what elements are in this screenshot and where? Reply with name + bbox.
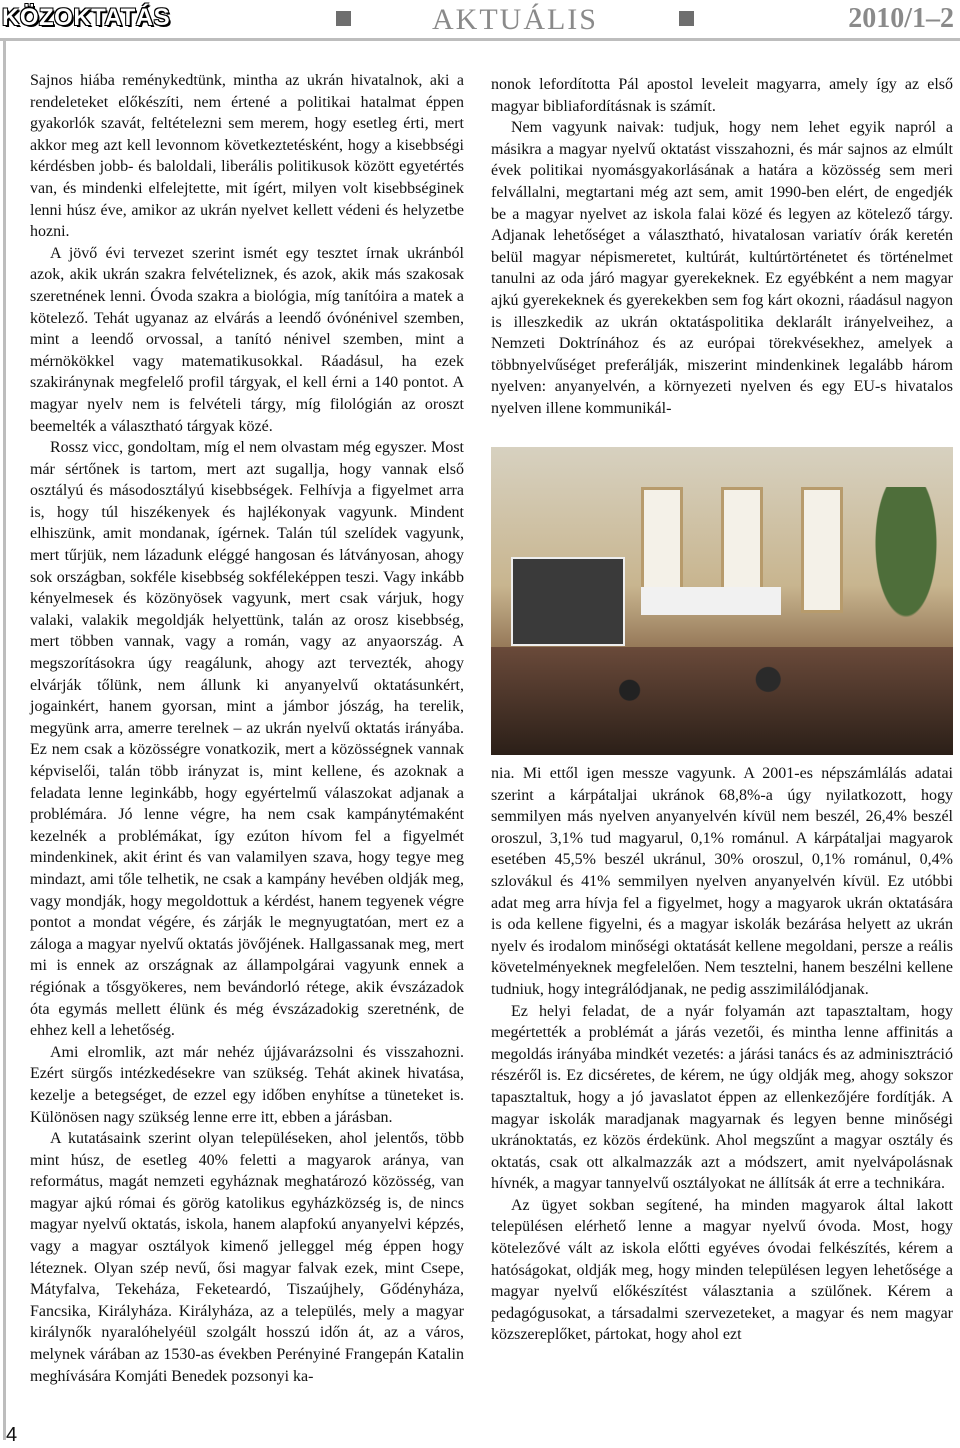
margin-rule xyxy=(3,40,6,1440)
square-bullet-icon xyxy=(336,11,351,26)
conference-photo xyxy=(491,447,953,755)
paragraph: Ami elromlik, azt már nehéz újjávarázsolni és visszahozni. Ezért sürgős intézkedésekre van szükség. Tehát akinek hivatása, kezelje a betegséget, de ezzel egy időben enyhítse a tüneteket is. Különösen nagy szükség lenne erre itt, ebben a járásban. xyxy=(30,1043,464,1126)
paragraph: Ez helyi feladat, de a nyár folyamán azt tapasztaltam, hogy megértették a problémát a járás vezetői, és mintha lenne affinitás a megoldás irányába mindkét vezetés: a járási tanács és az adminisztráció részéről is. Ez dicséretes, de kérem, ne úgy oldják meg, ahogy sokszor tapasztaltuk, hogy a jó javaslatot éppen az ellenkezőjére fordítják. A magyar iskolák maradjanak magyarnak és legyen benne minőségi ukránoktatás, ez közös érdekünk. Ahol megszűnt a magyar osztály és oktatás, csak ott alkalmazzák azt a módszert, amit nyelvápolásnak hívnék, a magyar tannyelvű osztályokat ne állítsák át erre a technikára. xyxy=(491,1002,953,1193)
magazine-title: KÖZOKTATÁS xyxy=(2,4,171,31)
presidium-table xyxy=(641,587,781,615)
plant-shape xyxy=(871,487,941,627)
paragraph: Az ügyet sokban segítené, ha minden magyarok által lakott településen elérhető lenne a magyar nyelvű óvoda. Most, hogy kötelezővé vált az iskola előtti egyéves óvodai felkészítés, kérem a hatóságokat, oldják meg, hogy minden településen legyen lehetősége a magyar nyelvű előkészítést választania a szülőnek. Kérem a pedagógusokat, a társadalmi szervezeteket, a magyar és nem magyar közszereplőket, pártokat, hogy ahol ezt xyxy=(491,1196,953,1344)
section-title: AKTUÁLIS xyxy=(432,3,598,36)
paragraph: A jövő évi tervezet szerint ismét egy tesztet írnak ukránból azok, akik ukrán szakra felvételiznek, és azok, akik más szakosak szeretnének lenni. Óvoda szakra a biológia, míg tanítóira a matek a kötelező. Tehát ugyanaz az elvárás a leendő óvónénivel szemben, mint a leendő orvossal, a tanító nénivel szemben, mint a mérnökökkel vagy matematikusokkal. Ráadásul, ha ezek szakiránynak megfelelő profil tárgyak, el kell érni a 140 pontot. A magyar nyelv nem is felvételi tárgy, míg filológián az oroszt beemelték a választható tárgyak közé. xyxy=(30,244,464,435)
right-column-top xyxy=(491,74,953,420)
square-bullet-icon xyxy=(679,11,694,26)
paragraph: Rossz vicc, gondoltam, míg el nem olvastam még egyszer. Most már sértőnek is tartom, mert azt sugallja, hogy vannak első osztályú és másodosztályú kisebbségek. Felhívja a figyelmet arra is, hogy túl hiszékenyek és hajlékonyak vagyunk. Mindent elhiszünk, amit mondanak, ígérnek. Talán túl szelídek vagyunk, mert tűrjük, nem lázadunk eléggé hangosan és látványosan, ahogy sok országban, sokféle kisebbség sokféleképpen teszi. Vagy inkább kényelmesek és közönyösek vagyunk, mert csak várjuk, hogy valaki, valakik megoldják helyettünk, talán az orosz kisebbség, mert többen vannak, vagy a román, vagy az anyaország. A megszorításokra úgy reagálunk, ahogy azt tervezték, ahogy elvárják tőlünk, nem állunk ki anyanyelvű oktatásunkért, jogainkért, hanem gyorsan, mint a jámbor jószág, ha terelik, megyünk arra, amerre terelnek – az ukrán nyelvű oktatás irányába. Ez nem csak a közösségre vonatkozik, mert a közösségnek vannak képviselői, talán több irányzat is, mint kellene, és azoknak a feladata lenne leginkább, hogy egyértelmű válaszokat adjanak a problémára. Jó lenne végre, ha nem csak kampánytémaként kezelnék a problémákat, így ezúton hívom fel a figyelmét mindenkinek, akit érint és van valamilyen szava, hogy tegye meg mindazt, ami tőle telhetik, ne csak a kampány hevében oldják meg, vagy mondják, hogy megoldottuk a kérdést, hanem tegyenek végre pontot a mondat végére, és zárják le megnyugtatóan, mert ez a záloga a magyar nyelvű oktatás jövőjének. Hallgassanak meg, mert mi is ennek az országnak az állampolgárai vagyunk ennek a régiónak a tősgyökeres, nem bevándorló rétege, akik évszázadok óta egymás mellett élünk és még évszázadokig szeretnénk, de ehhez kell a lehetőség. xyxy=(30,439,464,1040)
page-header xyxy=(0,0,960,40)
paragraph: Sajnos hiába reménykedtünk, mintha az ukrán hivatalnok, aki a rendeleteket előkészíti, nem értené a politikai hatalmat éppen gyakorlók szavát, feltételezni sem merem, hogy esetleg érti, mert akkor meg azt kell levonnom következtetésként, hogy a kisebbségi kérdésben jobb- és baloldali, liberális politikusok között egyetértés van, és mindenki elfelejtette, mit ígért, milyen volt kisebbséginek lenni húsz éve, amikor az ukrán nyelvet kellett védeni és helyzetbe hozni. xyxy=(30,72,464,241)
audience-shape xyxy=(491,647,953,755)
paragraph: A kutatásaink szerint olyan településeken, ahol jelentős, több mint húsz, de esetleg 40% feletti a magyarok aránya, van református, magát nemzeti egyháznak meghatározó közösség, van magyar ajkú római és görög katolikus egyházközség is, de nincs magyar nyelvű oktatás, iskola, hanem alapfokú anyanyelvi képzés, vagy a magyar osztályok kimenő jelleggel még éppen hogy léteznek. Olyan szép nevű, ősi magyar falvak ezek, mint Csepe, Mátyfalva, Tekeháza, Feketeardó, Tiszaújhely, Gődényháza, Fancsika, Királyháza. Királyháza, az a település, mely a magyar királynők nyaralóhelyéül szolgált hosszú időn át, az a város, melynek várában az 1530-as években Perényiné Frangepán Katalin meghívására Komjáti Benedek pozsonyi ka- xyxy=(30,1130,464,1385)
right-column-bottom xyxy=(491,763,953,1346)
projection-screen xyxy=(511,557,625,646)
left-column xyxy=(30,70,464,1387)
window-shape xyxy=(801,487,843,613)
issue-number: 2010/1–2 xyxy=(848,3,954,34)
header-rule xyxy=(0,38,960,41)
paragraph: nonok lefordította Pál apostol leveleit magyarra, amely így az első magyar bibliafordításnak is számít. xyxy=(491,76,953,115)
paragraph: nia. Mi ettől igen messze vagyunk. A 2001-es népszámlálás adatai szerint a kárpátaljai ukránok 68,8%-a úgy nyilatkozott, hogy semmilyen más nyelven anyanyelvén kívül nem beszél, 26,4% beszél oroszul, 3,1% tud magyarul, 0,1% románul. A kárpátaljai magyarok esetében 45,5% beszél ukránul, 30% oroszul, 0,1% románul, 0,4% szlovákul és 41% semmilyen nyelven anyanyelvén kívül. Ez utóbbi adat meg arra hívja fel a figyelmet, hogy a magyarok ukrán oktatására is oda kellene figyelni, és a magyar iskolák bezárása helyett az ukrán nyelv és irodalom minőségi oktatását kellene megoldani, persze a reális követelményeknek megfelelően. Nem tesztelni, hanem beszélni kellene tudniuk, hogy integrálódjanak, ne pedig asszimilálódjanak. xyxy=(491,765,953,998)
page-number: 4 xyxy=(6,1424,18,1446)
paragraph: Nem vagyunk naivak: tudjuk, hogy nem lehet egyik napról a másikra a magyar nyelvű oktatást visszahozni, és már sajnos az elmúlt évek politikai nyomásgyakorlásának a határa a közösség sem meri felvállalni, megtartani még azt sem, amit 1990-ben elért, de engedjék be a magyar nyelvet az iskola falai közé és legyen az kötelező tárgy. Adjanak lehetőséget a választható, hivatalosan variatív órák keretén belül magyar népismeretet, kultúrát, kultúrtörténetet és történelmet tanulni az oda járó magyar gyerekeknek. Ez egyébként a nem magyar ajkú gyerekeknek és gyerekekben sem fog kárt okozni, ráadásul nagyon is illeszkedik az ukrán oktatáspolitika deklarált irányelveihez, a Nemzeti Doktrínához és az európai törekvésekhez, amelyek a többnyelvűséget preferálják, miszerint mindenkinek legalább három nyelven: anyanyelvén, a környezeti nyelven és egy EU-s hivatalos nyelven illene kommunikál- xyxy=(491,119,953,417)
